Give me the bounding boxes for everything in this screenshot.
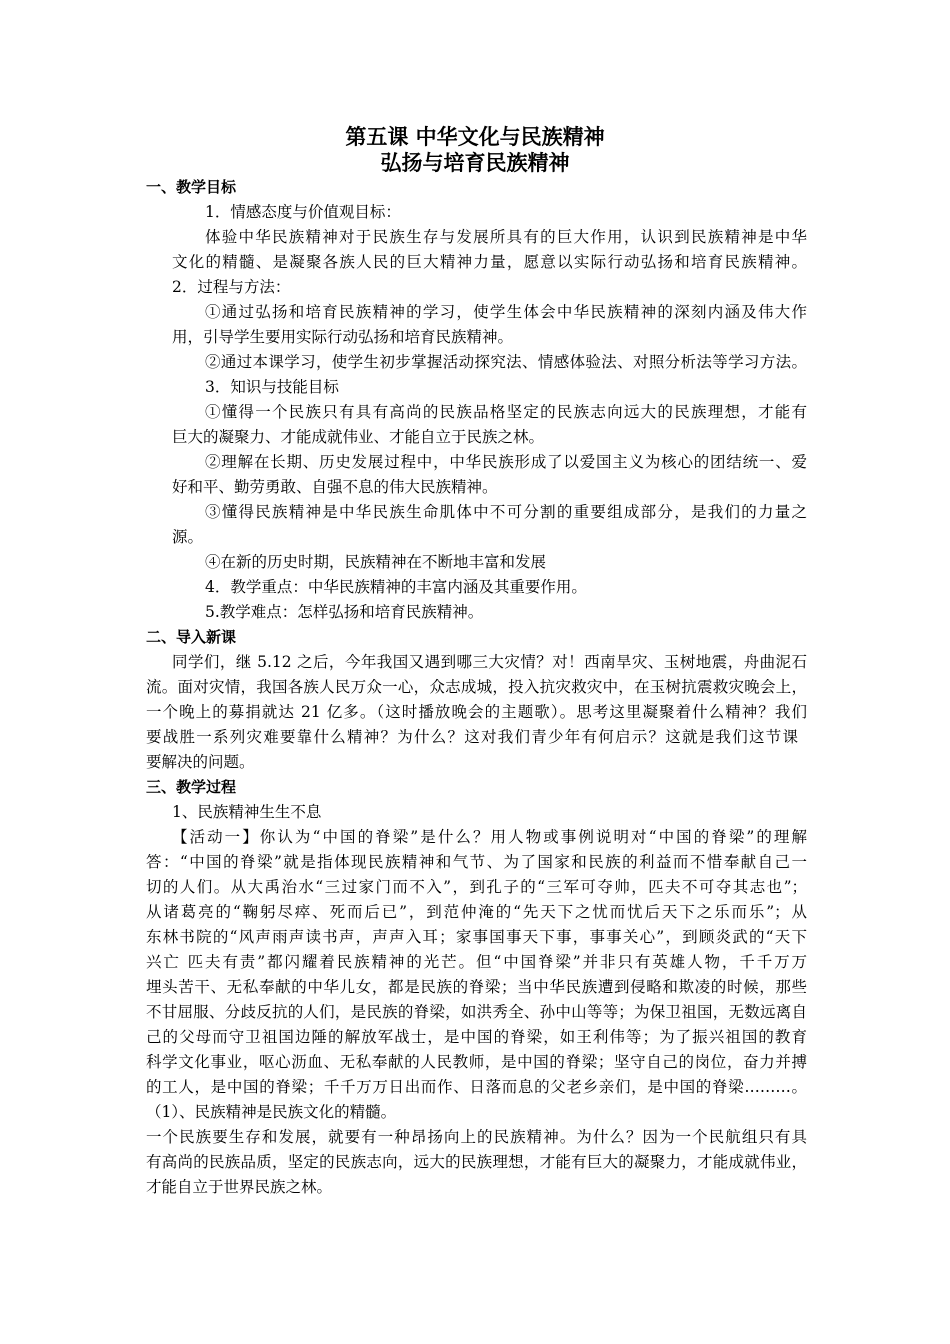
text-line: ②理解在长期、历史发展过程中，中华民族形成了以爱国主义为核心的团结统一、爱 <box>205 453 807 471</box>
text-line: 好和平、勤劳勇敢、自强不息的伟大民族精神。 <box>172 478 498 496</box>
section-heading-process: 三、教学过程 <box>146 778 237 796</box>
text-line: 体验中华民族精神对于民族生存与发展所具有的巨大作用，认识到民族精神是中华 <box>205 228 807 246</box>
text-line: 用，引导学生要用实际行动弘扬和培育民族精神。 <box>172 328 514 346</box>
text-line: ①懂得一个民族只有具有高尚的民族品格坚定的民族志向远大的民族理想，才能有 <box>205 403 807 421</box>
text-line: 的工人，是中国的脊梁；千千万万日出而作、日落而息的父老乡亲们，是中国的脊梁………。 <box>146 1078 807 1096</box>
text-line: 文化的精髓、是凝聚各族人民的巨大精神力量，愿意以实际行动弘扬和培育民族精神。 <box>172 253 807 271</box>
text-line: ④在新的历史时期，民族精神在不断地丰富和发展 <box>205 553 547 571</box>
text-line: 同学们，继 5.12 之后，今年我国又遇到哪三大灾情？对！西南旱灾、玉树地震，舟曲泥石 <box>172 653 807 671</box>
text-line: 一个晚上的募捐就达 21 亿多。（这时播放晚会的主题歌）。思考这里凝聚着什么精神？我们 <box>146 703 807 721</box>
text-line: 己的父母而守卫祖国边陲的解放军战士，是中国的脊梁，如王利伟等；为了振兴祖国的教育 <box>146 1028 807 1046</box>
text-line: 3．知识与技能目标 <box>205 378 339 396</box>
text-line: 1、民族精神生生不息 <box>172 803 322 821</box>
text-line: 1．情感态度与价值观目标： <box>205 203 401 221</box>
text-line: ③懂得民族精神是中华民族生命肌体中不可分割的重要组成部分，是我们的力量之 <box>205 503 807 521</box>
text-line: 流。面对灾情，我国各族人民万众一心，众志成城，投入抗灾救灾中，在玉树抗震救灾晚会上， <box>146 678 807 696</box>
text-line: ①通过弘扬和培育民族精神的学习，使学生体会中华民族精神的深刻内涵及伟大作 <box>205 303 807 321</box>
section-heading-objectives: 一、教学目标 <box>146 178 237 196</box>
text-line: 源。 <box>172 528 204 546</box>
text-line: 不甘屈服、分歧反抗的人们，是民族的脊梁，如洪秀全、孙中山等等；为保卫祖国，无数远离自 <box>146 1003 807 1021</box>
text-line: 【活动一】你认为“中国的脊梁”是什么？用人物或事例说明对“中国的脊梁”的理解 <box>172 828 807 846</box>
text-line: 有高尚的民族品质，坚定的民族志向，远大的民族理想，才能有巨大的凝聚力，才能成就伟业， <box>146 1153 807 1171</box>
text-line: 2．过程与方法： <box>172 278 291 296</box>
section-heading-intro: 二、导入新课 <box>146 628 237 646</box>
text-line: 巨大的凝聚力、才能成就伟业、才能自立于民族之林。 <box>172 428 545 446</box>
text-line: 5.教学难点：怎样弘扬和培育民族精神。 <box>205 603 484 621</box>
text-line: 埋头苦干、无私奉献的中华儿女，都是民族的脊梁；当中华民族遭到侵略和欺凌的时候，那些 <box>146 978 807 996</box>
text-line: 要解决的问题。 <box>146 753 255 771</box>
text-line: 切的人们。从大禹治水“三过家门而不入”，到孔子的“三军可夺帅，匹夫不可夺其志也”； <box>146 878 807 896</box>
text-line: 一个民族要生存和发展，就要有一种昂扬向上的民族精神。为什么？因为一个民航组只有具 <box>146 1128 807 1146</box>
text-line: 兴亡 匹夫有责”都闪耀着民族精神的光芒。但“中国脊梁”并非只有英雄人物，千千万万 <box>146 953 807 971</box>
text-line: 才能自立于世界民族之林。 <box>146 1178 333 1196</box>
text-line: 东林书院的“风声雨声读书声，声声入耳；家事国事天下事，事事关心”，到顾炎武的“天下 <box>146 928 807 946</box>
text-line: 答：“中国的脊梁”就是指体现民族精神和气节、为了国家和民族的利益而不惜奉献自己一 <box>146 853 807 871</box>
text-line: 科学文化事业，呕心沥血、无私奉献的人民教师，是中国的脊梁；坚守自己的岗位，奋力并搏 <box>146 1053 807 1071</box>
text-line: 4．教学重点：中华民族精神的丰富内涵及其重要作用。 <box>205 578 587 596</box>
text-line: ②通过本课学习，使学生初步掌握活动探究法、情感体验法、对照分析法等学习方法。 <box>205 353 807 371</box>
lesson-subtitle: 弘扬与培育民族精神 <box>380 151 570 175</box>
text-line: 要战胜一系列灾难要靠什么精神？为什么？这对我们青少年有何启示？这就是我们这节课 <box>146 728 798 746</box>
lesson-title: 第五课 中华文化与民族精神 <box>345 125 605 149</box>
text-line: （1）、民族精神是民族文化的精髓。 <box>146 1103 397 1121</box>
text-line: 从诸葛亮的“鞠躬尽瘁、死而后已”，到范仲淹的“先天下之忧而忧后天下之乐而乐”；从 <box>146 903 807 921</box>
